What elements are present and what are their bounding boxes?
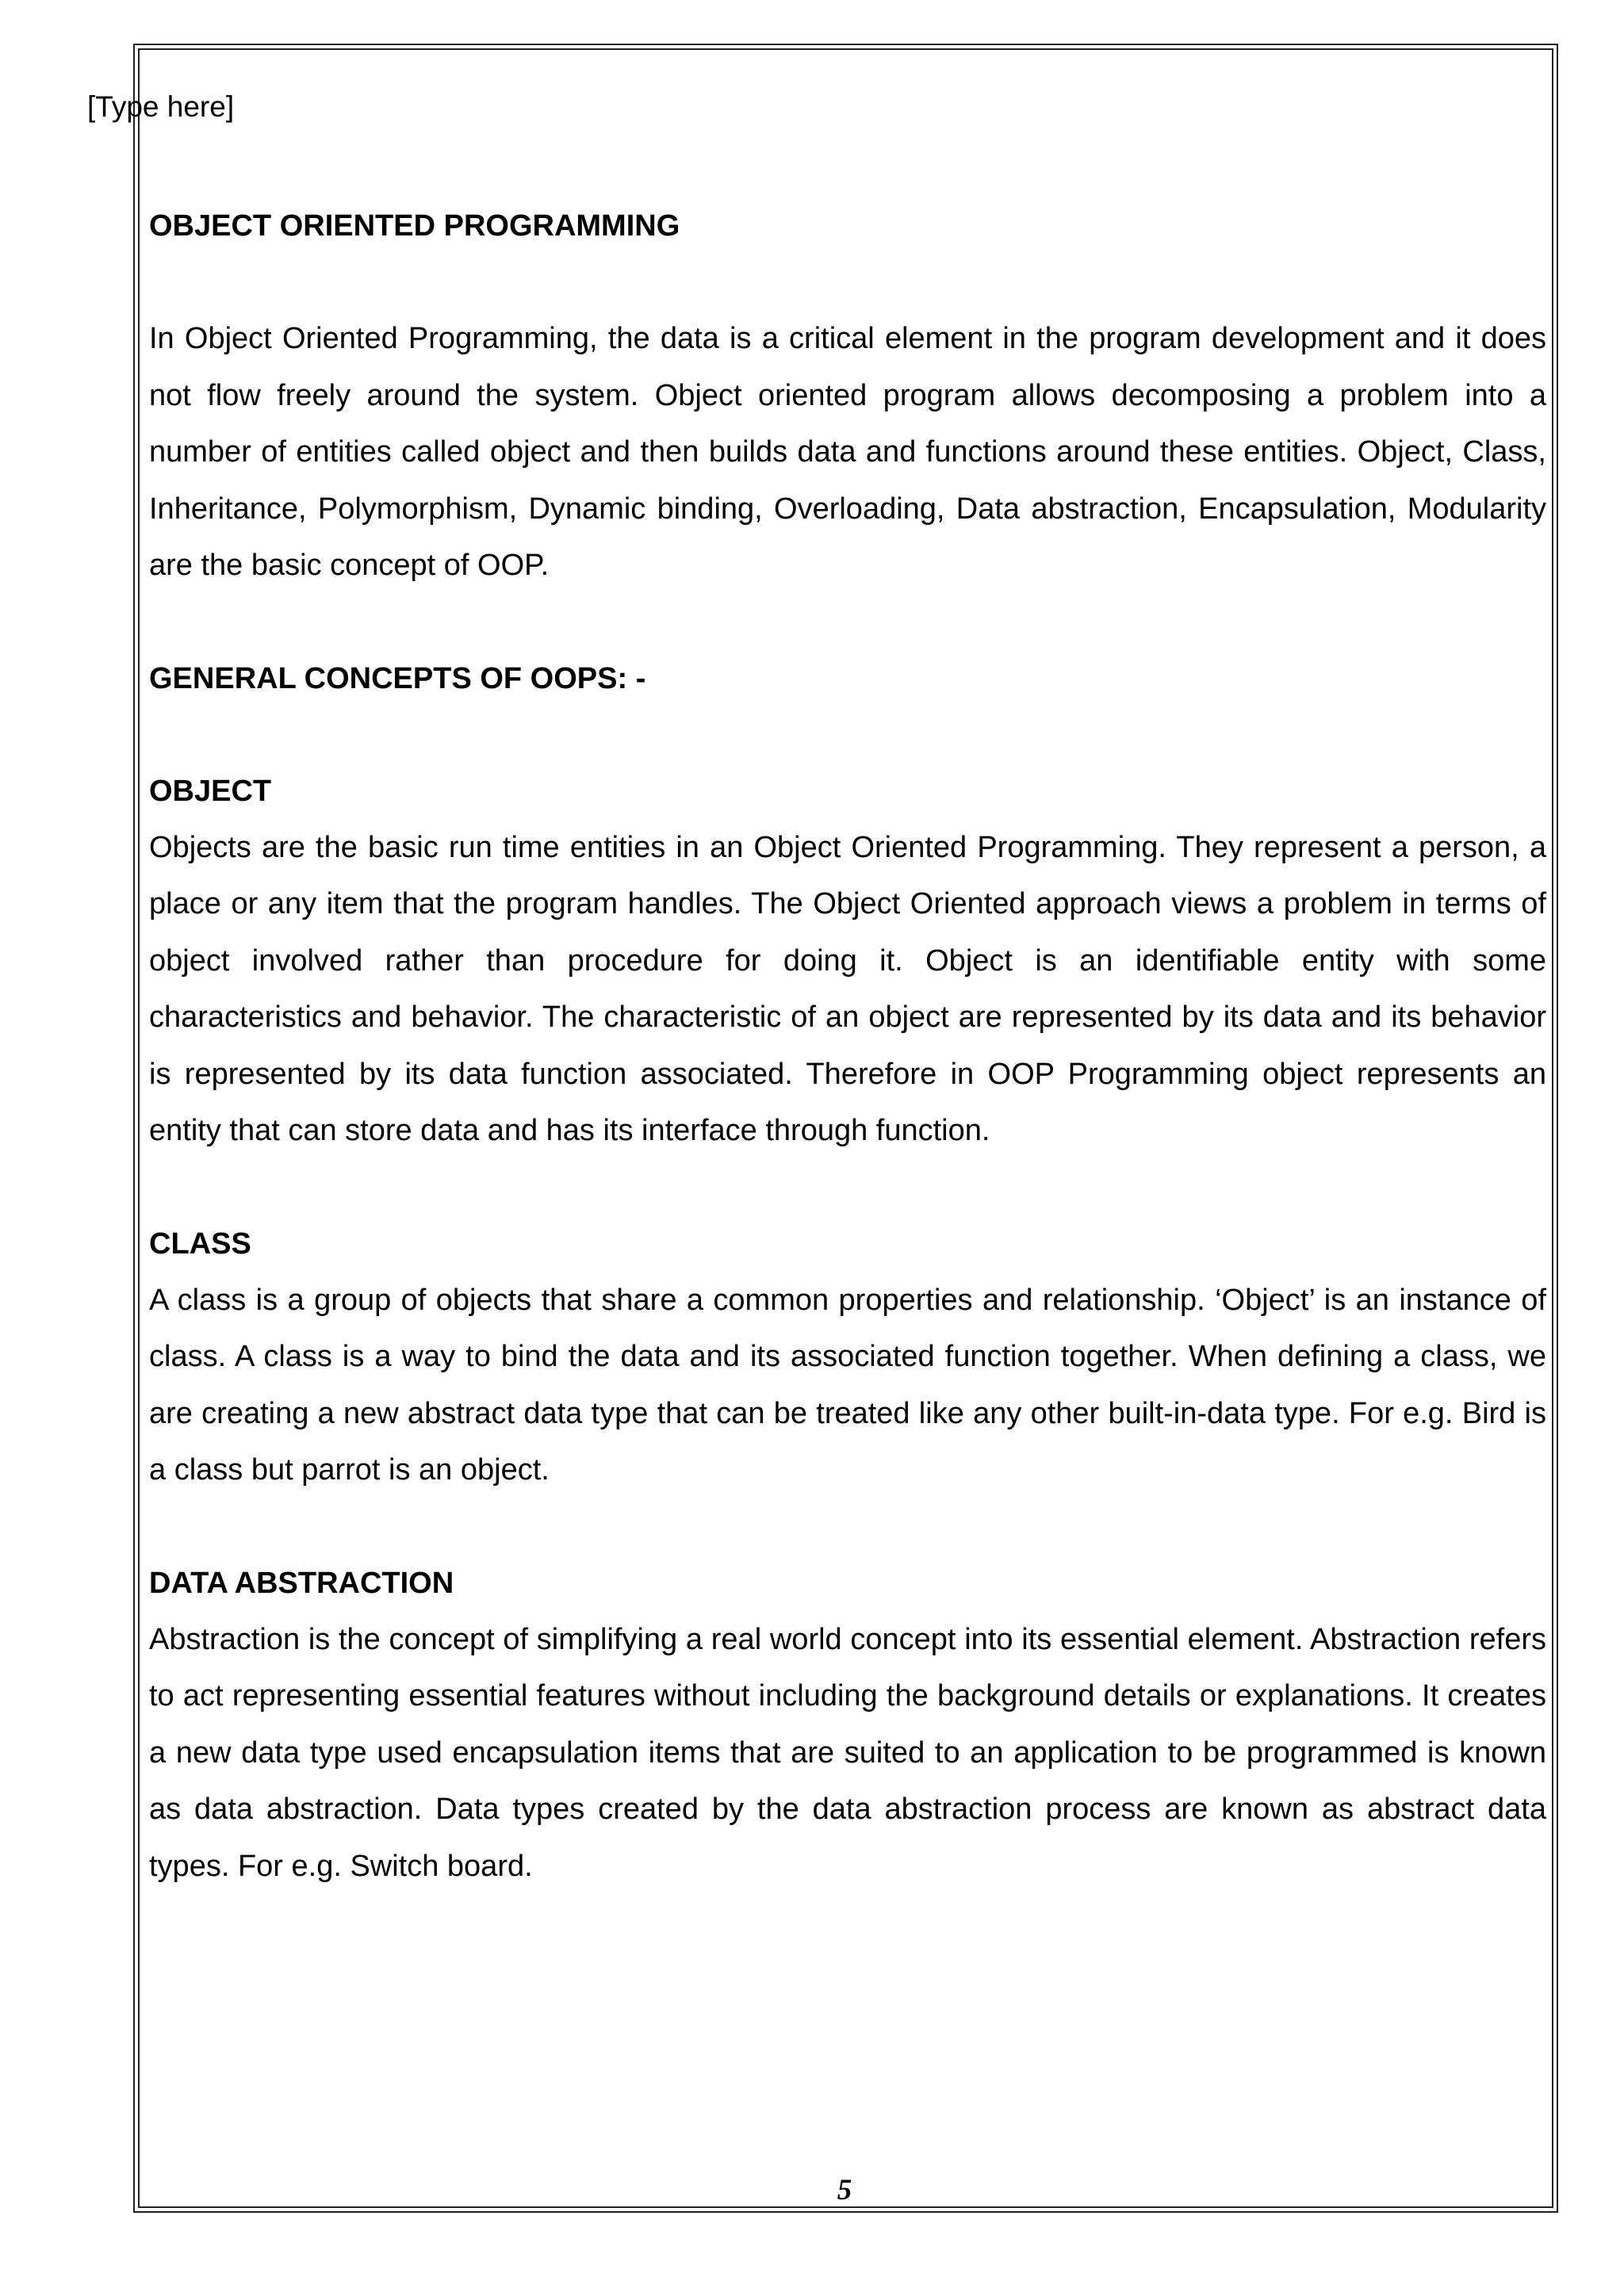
section-data-abstraction xyxy=(149,1556,1546,1896)
spacer xyxy=(149,707,1546,763)
general-concepts-heading: GENERAL CONCEPTS OF OOPS: - xyxy=(149,661,646,695)
section-body: Objects are the basic run time entities in an Object Oriented Programming. They represent a person, a place or any item that the program handles. The Object Oriented approach views a problem in terms of object involved rather than procedure for doing it. Object is an identifiable entity with some characteristics and behavior. The characteristic of an object are represented by its data and its behavior is represented by its data function associated. Therefore in OOP Programming object represents an entity that can store data and has its interface through function. xyxy=(149,830,1546,1147)
document-body xyxy=(149,198,1546,1895)
document-title: OBJECT ORIENTED PROGRAMMING xyxy=(149,209,680,243)
spacer xyxy=(149,254,1546,311)
section-heading: DATA ABSTRACTION xyxy=(149,1566,454,1600)
header-placeholder[interactable]: [Type here] xyxy=(87,90,235,123)
intro-paragraph: In Object Oriented Programming, the data is a critical element in the program development and it does not flow freely around the system. Object oriented program allows decomposing a problem into a number of entities called object and then builds data and functions around these entities. Object, Class, Inheritance, Polymorphism, Dynamic binding, Overloading, Data abstraction, Encapsulation, Modularity are the basic concept of OOP. xyxy=(149,322,1546,582)
section-heading: CLASS xyxy=(149,1226,251,1261)
section-class xyxy=(149,1216,1546,1499)
section-heading: OBJECT xyxy=(149,774,272,808)
spacer xyxy=(149,595,1546,651)
section-body: A class is a group of objects that share a common properties and relationship. ‘Object’ is an instance of class. A class is a way to bind the data and its associated function together. When defining a class, we are creating a new abstract data type that can be treated like any other built-in-data type. For e.g. Bird is a class but parrot is an object. xyxy=(149,1283,1546,1487)
spacer xyxy=(149,1499,1546,1556)
section-body: Abstraction is the concept of simplifying a real world concept into its essential element. Abstraction refers to act representing essential features without including the background details or explanations. It creates a new data type used encapsulation items that are suited to an application to be programmed is known as data abstraction. Data types created by the data abstraction process are known as abstract data types. For e.g. Switch board. xyxy=(149,1622,1546,1883)
page-number: 5 xyxy=(837,2174,852,2206)
spacer xyxy=(149,1160,1546,1216)
section-object xyxy=(149,763,1546,1160)
